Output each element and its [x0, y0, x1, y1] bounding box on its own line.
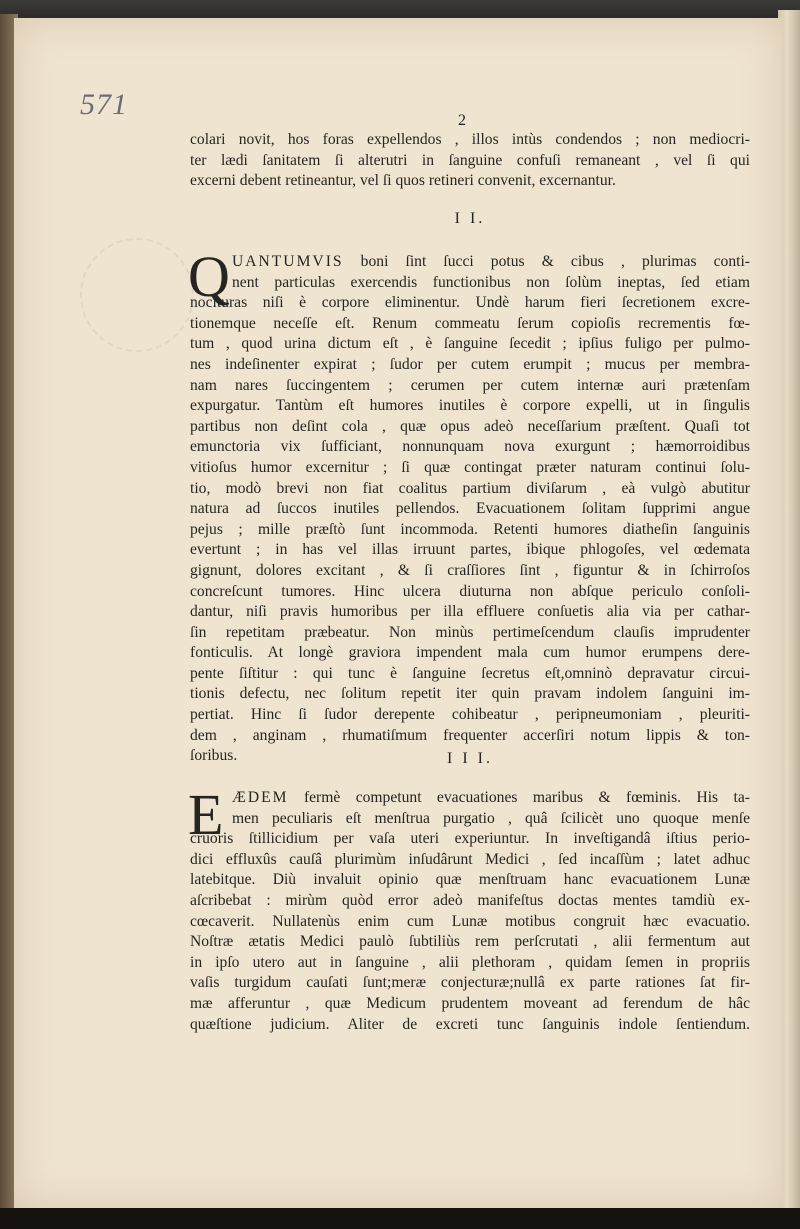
- text-line: tionis defectu, nec ſolitum repetit iter quin pravam indolem ſanguini im-: [190, 685, 750, 703]
- section-3-body: [190, 809, 750, 1036]
- text-line: fonticulis. At longè graviora impendent mala cum humor erumpens dere-: [190, 644, 750, 662]
- text-line: latebitque. Diù invaluit opinio quæ menſtruam hanc evacuationem Lunæ: [190, 871, 750, 889]
- text-line: ſoribus.: [190, 747, 238, 765]
- text-line: tio, modò brevi non fiat coalitus partium diviſarum , eà vulgò abutitur: [190, 479, 750, 497]
- folio-mark: 571: [80, 88, 128, 121]
- faded-library-stamp: [80, 238, 194, 352]
- text-line: ter lædi ſanitatem ſi alterutri in ſanguine confuſi remaneant , vel ſi qui: [190, 151, 750, 169]
- section-2-body: [190, 273, 750, 767]
- text-line: vitioſus humor excernitur ; ſi quæ contingat præter naturam continui ſolu-: [190, 458, 750, 476]
- text-line: nent particulas exercendis functionibus non ſolùm ineptas, ſed etiam: [232, 273, 750, 291]
- text-line: nocituras niſi è corpore eliminentur. Undè harum fieri ſecretionem excre-: [190, 294, 750, 312]
- text-line: quæſtione judicium. Aliter de excreti tunc ſanguinis indole ſentiendum.: [190, 1015, 750, 1033]
- text-line: pejus ; mille præſtò ſunt incommoda. Retenti humores diatheſin ſanguinis: [190, 520, 750, 538]
- text-line: tum , quod urina dictum eſt , è ſanguine ſecedit ; ipſius fuligo per pulmo-: [190, 335, 750, 353]
- text-line: mæ afferuntur , quæ Medicum prudentem moveant ad ferendum de hâc: [190, 994, 750, 1012]
- text-line: cruoris ſtillicidium per vaſa uteri experiuntur. In inveſtigandâ iſtius perio-: [190, 830, 750, 848]
- small-caps-word: UANTUMVIS: [232, 253, 344, 270]
- text-line: gignunt, dolores excitant , & ſi craſſiores ſint , figuntur & in ſchirroſos: [190, 561, 750, 579]
- intro-paragraph: [190, 130, 750, 192]
- text-line: vaſis turgidum cauſati ſunt;meræ conjecturæ;nullâ ex parte rationes ſat fir-: [190, 974, 750, 992]
- text-line: men peculiaris eſt menſtrua purgatio , quâ ſcilicèt uno quoque menſe: [232, 809, 750, 827]
- dropcap-q: Q: [188, 244, 230, 309]
- text-line: natura ad ſuccos inutiles pellendos. Evacuationem ſolitam ſupprimi angue: [190, 500, 750, 518]
- section-3-first-line: [232, 788, 750, 809]
- text-line: cœcaverit. Nullatenùs enim cum Lunæ motibus congruit hæc evacuatio.: [190, 912, 750, 930]
- text-line: evertunt ; in has vel illas irruunt partes, ibique phlogoſes, vel œdemata: [190, 541, 750, 559]
- text-line: dem , anginam , rhumatiſmum frequenter accerſiri notum lippis & ton-: [190, 726, 750, 744]
- text-line: partibus non deſint cola , quæ opus adeò neceſſarium præſtent. Quaſi tot: [190, 417, 750, 435]
- text-line: concreſcunt tumores. Hinc ulcera diuturna non abſque periculo conſoli-: [190, 582, 750, 600]
- text-line: tionemque neceſſe eſt. Renum commeatu ſerum copioſis recrementis fœ-: [190, 314, 750, 332]
- text-line: colari novit, hos foras expellendos , illos intùs condendos ; non mediocri-: [190, 131, 750, 148]
- first-line-text: fermè competunt evacuationes maribus & fœminis. His ta-: [303, 789, 750, 806]
- dropcap-e: E: [188, 782, 224, 847]
- section-heading-2: I I.: [454, 210, 486, 227]
- text-line: emunctoria vix ſufficiant, nonnunquam nova exurgunt ; hæmorroidibus: [190, 438, 750, 456]
- text-line: pente ſiſtitur : qui tunc è ſanguine ſecretus eſt,omninò depravatur circui-: [190, 664, 750, 682]
- section-2-first-line: [232, 252, 750, 273]
- text-line: dantur, niſi pravis humoribus per illa effluere conſuetis alia via per cathar-: [190, 603, 750, 621]
- text-line: Noſtræ ætatis Medici paulò ſubtiliùs rem perſcrutati , alii fermentum aut: [190, 933, 750, 951]
- book-bottom-edge: [0, 1208, 800, 1229]
- text-line: expurgatur. Tantùm eſt humores inutiles è corpore expelli, ut in ſingulis: [190, 397, 750, 415]
- text-line: ſin repetitam præbeatur. Non minùs pertimeſcendum clauſis imprudenter: [190, 623, 750, 641]
- small-caps-word: ÆDEM: [232, 789, 289, 806]
- page-number: 2: [458, 112, 466, 129]
- section-heading-3: I I I.: [447, 750, 493, 767]
- text-line: nes indeſinenter expirat ; ſudor per cutem erumpit ; mucus per membra-: [190, 355, 750, 373]
- text-line: aſcribebat : mirùm quòd error adeò manifeſtus doctas mentes tamdiù ex-: [190, 891, 750, 909]
- text-line: in ipſo utero aut in ſanguine , alii plethoram , quidam ſemen in propriis: [190, 953, 750, 971]
- text-line: excerni debent retineantur, vel ſi quos retineri convenit, excernantur.: [190, 172, 616, 190]
- first-line-text: boni ſint ſucci potus & cibus , plurimas conti-: [360, 253, 750, 270]
- text-line: nam nares ſuccingentem ; cerumen per cutem internæ auri prætenſam: [190, 376, 750, 394]
- text-line: pertiat. Hinc ſi ſudor derepente cohibeatur , peripneumoniam , pleuriti-: [190, 706, 750, 724]
- text-line: dici effluxûs cauſâ plurimùm inſudârunt Medici , ſed incaſſùm ; latet adhuc: [190, 850, 750, 868]
